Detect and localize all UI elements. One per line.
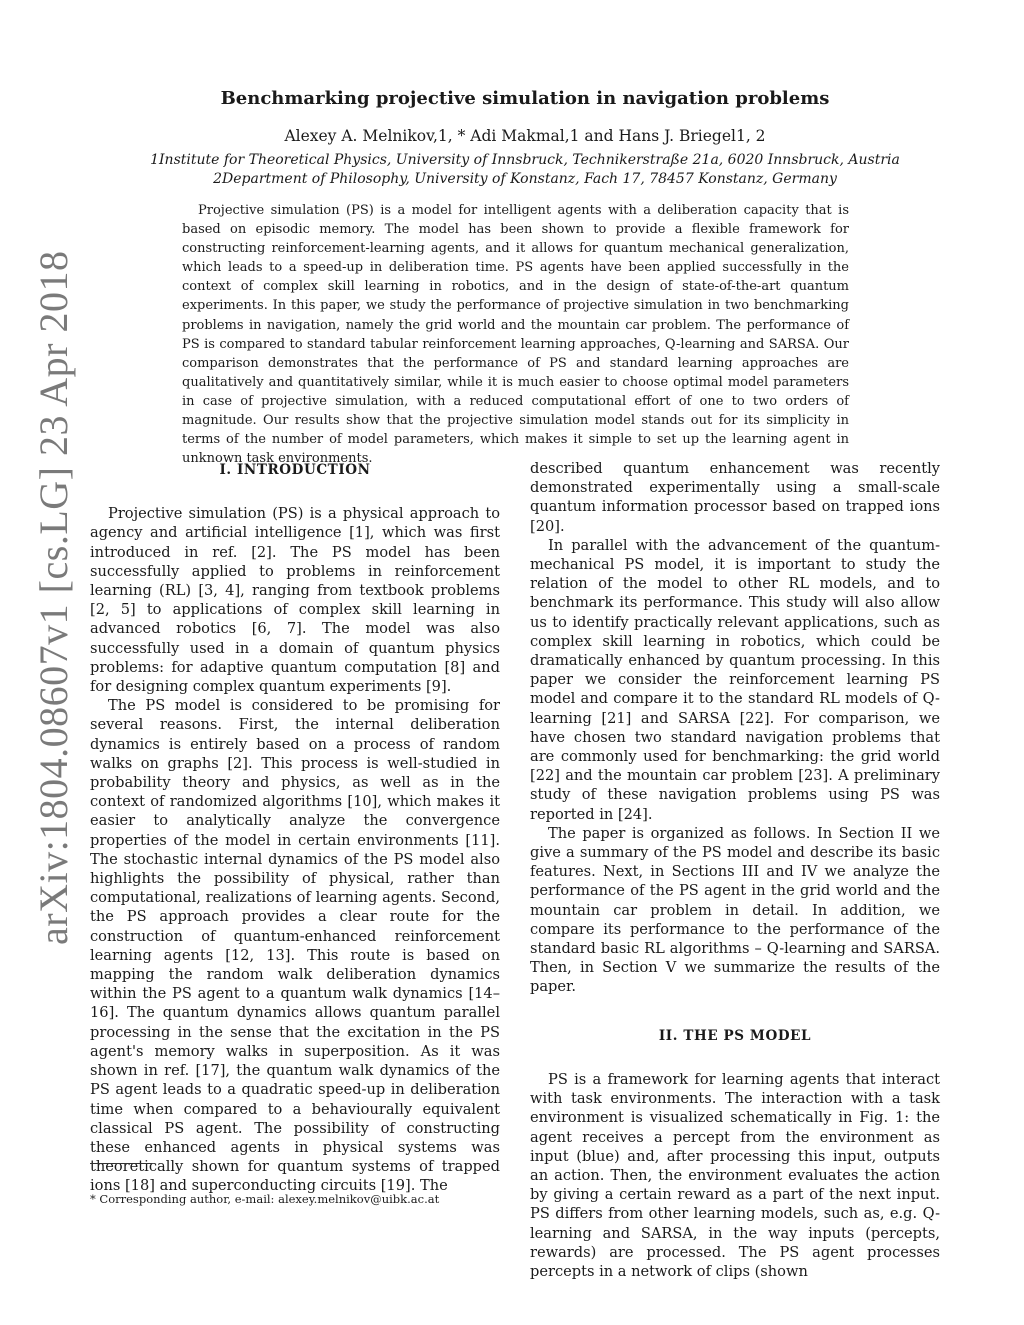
- section-heading-ps-model: II. THE PS MODEL: [658, 1027, 812, 1044]
- section-heading-introduction: I. INTRODUCTION: [219, 462, 371, 478]
- footnote-divider: [90, 1163, 152, 1164]
- intro-paragraph-2: The PS model is considered to be promising for several reasons. First, the internal deliberation dynamics is entirely based on a process of random walks on graphs [2]. This process is well-studied in probability theory and physics, as well as in the context of randomized algorithms [10], which makes it easier to analytically analyze the convergence properties of the model in certain environments [11]. The stochastic internal dynamics of the PS model also highlights the possibility of physical, rather than computational, realizations of learning agents. Second, the PS approach provides a clear route for the construction of quantum-enhanced reinforcement learning agents [12, 13]. This route is based on mapping the random walk deliberation dynamics within the PS agent to a quantum walk dynamics [14–16]. The quantum dynamics allows quantum parallel processing in the sense that the excitation in the PS agent's memory walks in superposition. As it was shown in ref. [17], the quantum walk dynamics of the PS agent leads to a quadratic speed-up in deliberation time when compared to a behaviourally equivalent classical PS agent. The possibility of constructing these enhanced agents in physical systems was theoretically shown for quantum systems of trapped ions [18] and superconducting circuits [19]. The: [90, 697, 500, 1195]
- intro-paragraph-1: Projective simulation (PS) is a physical approach to agency and artificial intelligence [1], which was first introduced in ref. [2]. The PS model has been successfully applied to problems in reinforcement learning (RL) [3, 4], ranging from textbook problems [2, 5] to applications of complex skill learning in advanced robotics [6, 7]. The model was also successfully used in a domain of quantum physics problems: for adaptive quantum computation [8] and for designing complex quantum experiments [9].: [90, 505, 500, 696]
- affiliation-2: 2Department of Philosophy, University of Konstanz, Fach 17, 78457 Konstanz, Germany: [213, 171, 837, 187]
- affiliation-1: 1Institute for Theoretical Physics, University of Innsbruck, Technikerstraße 21a, 6020 Innsbruck, Austria: [150, 152, 900, 168]
- footnote-corresponding-author: * Corresponding author, e-mail: alexey.melnikov@uibk.ac.at: [90, 1192, 440, 1206]
- left-column: [90, 459, 500, 1196]
- right-column: [530, 459, 940, 1281]
- author-list: Alexey A. Melnikov,1, * Adi Makmal,1 and Hans J. Briegel1, 2: [284, 127, 766, 145]
- ps-model-paragraph-1: PS is a framework for learning agents that interact with task environments. The interaction with a task environment is visualized schematically in Fig. 1: the agent receives a percept from the environment as input (blue) and, after processing this input, outputs an action. Then, the environment evaluates the action by giving a certain reward as a part of the next input. PS differs from other learning models, such as, e.g. Q-learning and SARSA, in the way inputs (percepts, rewards) are processed. The PS agent processes percepts in a network of clips (shown: [530, 1070, 940, 1280]
- arxiv-identifier: arXiv:1804.08607v1 [cs.LG] 23 Apr 2018: [31, 250, 76, 945]
- abstract: Projective simulation (PS) is a model for intelligent agents with a deliberation capacity that is based on episodic memory. The model has been shown to provide a flexible framework for constructing reinforcement-learning agents, and it allows for quantum mechanical generalization, which leads to a speed-up in deliberation time. PS agents have been applied successfully in the context of complex skill learning in robotics, and in the design of state-of-the-art quantum experiments. In this paper, we study the performance of projective simulation in two benchmarking problems in navigation, namely the grid world and the mountain car problem. The performance of PS is compared to standard tabular reinforcement learning approaches, Q-learning and SARSA. Our comparison demonstrates that the performance of PS and standard learning approaches are qualitatively and quantitatively similar, while it is much easier to choose optimal model parameters in case of projective simulation, with a reduced computational effort of one to two orders of magnitude. Our results show that the projective simulation model stands out for its simplicity in terms of the number of model parameters, which makes it simple to set up the learning agent in unknown task environments.: [182, 203, 849, 467]
- intro-paragraph-3: In parallel with the advancement of the quantum-mechanical PS model, it is important to study the relation of the model to other RL models, and to benchmark its performance. This study will also allow us to identify practically relevant applications, such as complex skill learning in robotics, which could be dramatically enhanced by quantum processing. In this paper we consider the reinforcement learning PS model and compare it to the standard RL models of Q-learning [21] and SARSA [22]. For comparison, we have chosen two standard navigation problems that are commonly used for benchmarking: the grid world [22] and the mountain car problem [23]. A preliminary study of these navigation problems using PS was reported in [24].: [530, 536, 940, 823]
- paper-title: Benchmarking projective simulation in navigation problems: [220, 88, 830, 109]
- intro-paragraph-4: The paper is organized as follows. In Section II we give a summary of the PS model and describe its basic features. Next, in Sections III and IV we analyze the performance of the PS agent in the grid world and the mountain car problem in detail. In addition, we compare its performance to the performance of the standard basic RL algorithms – Q-learning and SARSA. Then, in Section V we summarize the results of the paper.: [530, 824, 940, 996]
- intro-paragraph-2-continued: described quantum enhancement was recently demonstrated experimentally using a small-scale quantum information processor based on trapped ions [20].: [530, 460, 940, 535]
